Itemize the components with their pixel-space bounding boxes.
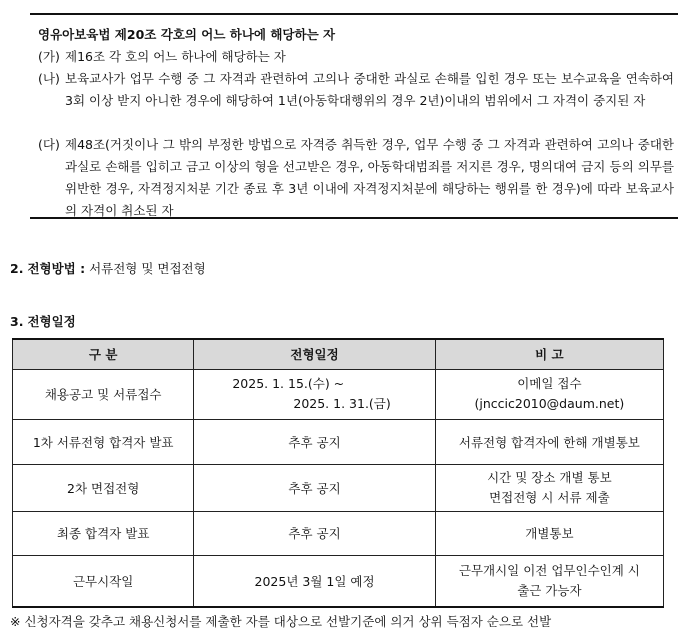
note-cell xyxy=(435,369,663,419)
note-cell xyxy=(435,555,663,607)
stage-cell: 근무시작일 xyxy=(13,555,194,607)
section-number: 2. xyxy=(10,261,24,276)
clause-ga xyxy=(38,46,674,68)
table-row xyxy=(13,464,664,511)
table-row xyxy=(13,555,664,607)
stage-cell: 1차 서류전형 합격자 발표 xyxy=(13,419,194,464)
header-remarks: 비 고 xyxy=(435,339,663,369)
clause-na xyxy=(38,68,674,112)
table-row xyxy=(13,369,664,419)
note-line: 출근 가능자 xyxy=(517,582,582,598)
stage-cell: 채용공고 및 서류접수 xyxy=(13,369,194,419)
footnote: ※ 신청자격을 갖추고 채용신청서를 제출한 자를 대상으로 선발기준에 의거 상위 득점자 순으로 선발 xyxy=(10,614,552,629)
stage-cell: 2차 면접전형 xyxy=(13,464,194,511)
clause-text: 제16조 각 호의 어느 하나에 해당하는 자 xyxy=(65,49,286,64)
email-text: (jnccic2010@daum.net) xyxy=(474,396,625,411)
section-2 xyxy=(10,259,206,277)
table-row xyxy=(13,511,664,555)
clause-text: 제48조(거짓이나 그 밖의 부정한 방법으로 자격증 취득한 경우, 업무 수행 중 그 자격과 관련하여 고의나 중대한 과실로 손해를 입히고 금고 이상의 형을 선고받은 경우, 아동학대범죄를 저지른 경우, 명의대여 금지 등의 의무를 위반한 경우, 자격정지처분 기간 종료 후 3년 이내에 자격정지처분에 해당하는 행위를 한 경우)에 따라 보육교사의 자격이 취소된 자 xyxy=(65,137,674,218)
clause-mark: (나) xyxy=(38,71,60,86)
note-cell xyxy=(435,464,663,511)
date-start: 2025. 1. 15.(수) ~ xyxy=(232,376,345,391)
header-category: 구 분 xyxy=(13,339,194,369)
table-header-row xyxy=(13,339,664,369)
clause-da xyxy=(38,134,674,222)
note-cell: 개별통보 xyxy=(435,511,663,555)
clause-mark: (가) xyxy=(38,49,60,64)
header-schedule: 전형일정 xyxy=(194,339,435,369)
section-number: 3. xyxy=(10,314,24,329)
eligibility-box xyxy=(30,13,678,219)
section-heading: 전형방법 : xyxy=(27,261,86,276)
note-line: 근무개시일 이전 업무인수인계 시 xyxy=(458,562,640,578)
note-cell: 서류전형 합격자에 한해 개별통보 xyxy=(435,419,663,464)
stage-cell: 최종 합격자 발표 xyxy=(13,511,194,555)
date-cell: 추후 공지 xyxy=(194,511,435,555)
section-heading: 전형일정 xyxy=(27,314,76,329)
date-cell: 추후 공지 xyxy=(194,464,435,511)
schedule-table xyxy=(12,338,664,608)
date-cell xyxy=(194,369,435,419)
clause-mark: (다) xyxy=(38,137,60,152)
date-end: 2025. 1. 31.(금) xyxy=(293,396,391,411)
note-line: 이메일 접수 xyxy=(517,376,582,391)
table-row xyxy=(13,419,664,464)
note-line: 시간 및 장소 개별 통보 xyxy=(487,469,612,485)
date-cell: 추후 공지 xyxy=(194,419,435,464)
section-3 xyxy=(10,312,76,330)
section-text: 서류전형 및 면접전형 xyxy=(89,261,206,276)
clause-text: 보육교사가 업무 수행 중 그 자격과 관련하여 고의나 중대한 과실로 손해를 입힌 경우 또는 보수교육을 연속하여 3회 이상 받지 아니한 경우에 해당하여 1년(아동학대행위의 경우 2년)이내의 범위에서 그 자격이 중지된 자 xyxy=(65,71,674,108)
date-cell: 2025년 3월 1일 예정 xyxy=(194,555,435,607)
note-line: 면접전형 시 서류 제출 xyxy=(489,489,610,505)
law-title: 영유아보육법 제20조 각호의 어느 하나에 해당하는 자 xyxy=(38,27,336,42)
